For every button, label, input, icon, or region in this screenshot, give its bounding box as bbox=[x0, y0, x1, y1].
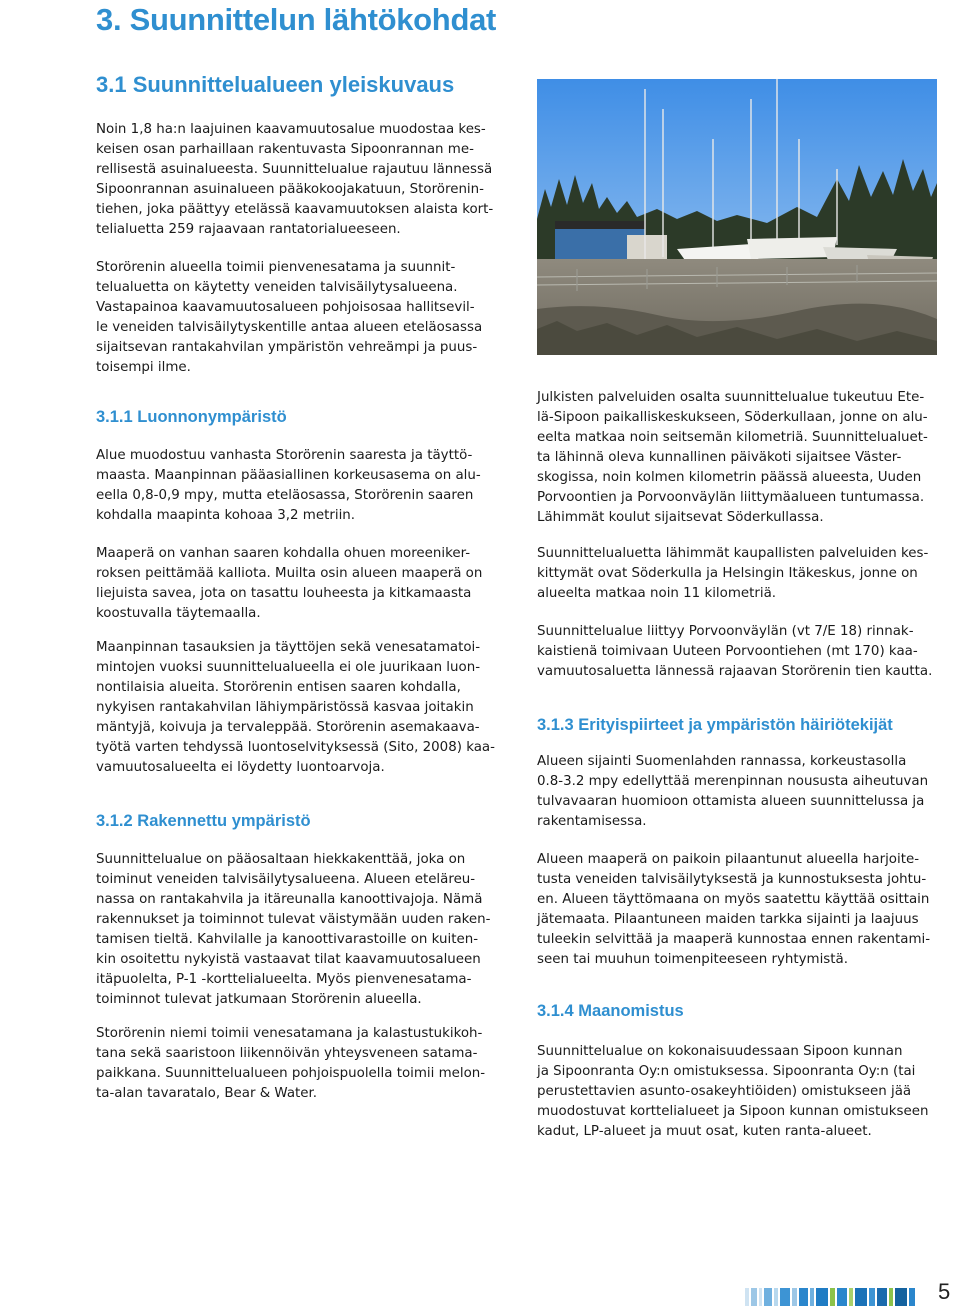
paragraph-right-2: Suunnittelualuetta lähimmät kaupallisten palveluiden kes- kittymät ovat Söderkulla ja Helsingin Itäkeskus, jonne on alueelta matkaa noin 11 kilometriä. bbox=[537, 546, 929, 601]
paragraph-left-5: Maanpinnan tasauksien ja täyttöjen sekä venesatamatoi- mintojen vuoksi suunnittelualueella ei ole juurikaan luon- nontilaisia alueita. Storörenin entisen saaren kohdalla, nykyisen rantakahvilan lähiympäristössä kasvaa joitakin mäntyjä, koivuja ja tervaleppää. Storörenin asemakaava- työtä varten tehdyssä luontoselvityksessä (Sito, 2008) kaa- vamuutosalueelta ei löydetty luontoarvoja. bbox=[96, 640, 495, 775]
paragraph-left-6: Suunnittelualue on pääosaltaan hiekkakenttää, joka on toiminut veneiden talvisäilytysalueena. Alueen eteläreu- nassa on rantakahvila ja itäreunalla kanoottivajoja. Nämä rakennukset ja toiminnot tulevat väistymään uuden raken- tamisen tieltä. Kahvilalle ja kanoottivarastoille on kuiten- kin osoitettu nykyistä vastaavat tilat kaavamuutosalueen itäpuolelta, P-1 -korttelialueelta. Myös pienvenesatama- toiminnot tulevat jatkumaan Storörenin alueella. bbox=[96, 852, 491, 1007]
paragraph-left-4: Maaperä on vanhan saaren kohdalla ohuen moreeniker- roksen peittämää kalliota. Muilta osin alueen maaperä on liejuista savea, jota on tasattu louheesta ja kitkamaasta koostuvalla täytemaalla. bbox=[96, 546, 483, 621]
section-heading-3-1-1: 3.1.1 Luonnonympäristö bbox=[96, 408, 287, 426]
section-heading-3-1: 3.1 Suunnittelualueen yleiskuvaus bbox=[96, 72, 455, 97]
paragraph-left-2: Storörenin alueella toimii pienvenesatama ja suunnit- telualuetta on käytetty veneiden talvisäilytysalueena. Vastapainoa kaavamuutosalueen pohjoisosaa hallitsevil- le veneiden talvisäilytyskentille antaa alueen eteläosassa sijaitsevan rantakahvilan ympäristön vehreämpi ja puus- toisempi ilme. bbox=[96, 260, 483, 375]
paragraph-right-5: Alueen maaperä on paikoin pilaantunut alueella harjoite- tusta veneiden talvisäilytyksestä ja kunnostuksesta johtu- en. Alueen täyttömaana on myös saatettu käyttää osittain jätemaata. Pilaantuneen maiden tarkka sijainti ja laajuus tuleekin selvittää ja maaperä kunnostaa ennen rakentami- seen tai muuhun toimenpiteeseen ryhtymistä. bbox=[537, 852, 931, 967]
section-heading-3-1-2: 3.1.2 Rakennettu ympäristö bbox=[96, 812, 311, 830]
paragraph-left-7: Storörenin niemi toimii venesatamana ja kalastustukikoh- tana sekä saaristoon liikennöivän yhteysveneen satama- paikkana. Suunnittelualueen pohjoispuolella toimii melon- ta-alan tavaratalo, Bear & Water. bbox=[96, 1026, 486, 1101]
paragraph-right-6: Suunnittelualue on kokonaisuudessaan Sipoon kunnan ja Sipoonranta Oy:n omistuksessa. Sipoonranta Oy:n (tai perustettavien asunto-osakeyhtiöiden) omistukseen jää muodostuvat korttelialueet ja Sipoon kunnan omistukseen kadut, LP-alueet ja muut osat, kuten ranta-alueet. bbox=[537, 1044, 929, 1139]
page-number: 5 bbox=[938, 1279, 951, 1304]
paragraph-right-1: Julkisten palveluiden osalta suunnittelualue tukeutuu Ete- lä-Sipoon paikalliskeskukseen, Söderkullaan, jonne on alu- eelta matkaa noin seitsemän kilometriä. Suunnittelualuet- ta lähinnä oleva kunnallinen päiväkoti sijaitsee Väster- skogissa, noin kolmen kilometrin päässä alueesta, Uuden Porvoontien ja Porvoonväylän liittymäalueen tuntumassa. Lähimmät koulut sijaitsevat Söderkullassa. bbox=[537, 390, 928, 525]
page-title: 3. Suunnittelun lähtökohdat bbox=[96, 2, 497, 37]
paragraph-right-3: Suunnittelualue liittyy Porvoonväylän (vt 7/E 18) rinnak- kaistienä toimivaan Uuteen Porvoontiehen (mt 170) kaa- vamuutosaluetta lännessä rajaavan Storörenin tien kautta. bbox=[537, 624, 933, 679]
paragraph-left-3: Alue muodostuu vanhasta Storörenin saaresta ja täyttö- maasta. Maanpinnan pääasiallinen korkeusasema on alu- eella 0,8-0,9 mpy, mutta eteläosassa, Storörenin saaren kohdalla maapinta kohoaa 3,2 metriin. bbox=[96, 448, 481, 523]
section-heading-3-1-4: 3.1.4 Maanomistus bbox=[537, 1002, 684, 1020]
paragraph-right-4: Alueen sijainti Suomenlahden rannassa, korkeustasolla 0.8-3.2 mpy edellyttää merenpinnan noususta aiheutuvan tulvavaaran huomioon ottamista alueen suunnittelussa ja rakentamisessa. bbox=[537, 754, 929, 829]
paragraph-left-1: Noin 1,8 ha:n laajuinen kaavamuutosalue muodostaa kes- keisen osan parhaillaan rakentuvasta Sipoonrannan me- rellisestä asuinalueesta. Suunnittelualue rajautuu lännessä Sipoonrannan asuinalueen pääkokoojakatuun, Storörenin- tiehen, joka päättyy etelässä kaavamuutoksen alaista kort- telialuetta 259 rajaavaan rantatorialueeseen. bbox=[96, 122, 494, 237]
footer-stripe-decoration bbox=[745, 1280, 915, 1306]
section-heading-3-1-3: 3.1.3 Erityispiirteet ja ympäristön häiriötekijät bbox=[537, 716, 893, 734]
harbor-photo bbox=[537, 79, 937, 355]
